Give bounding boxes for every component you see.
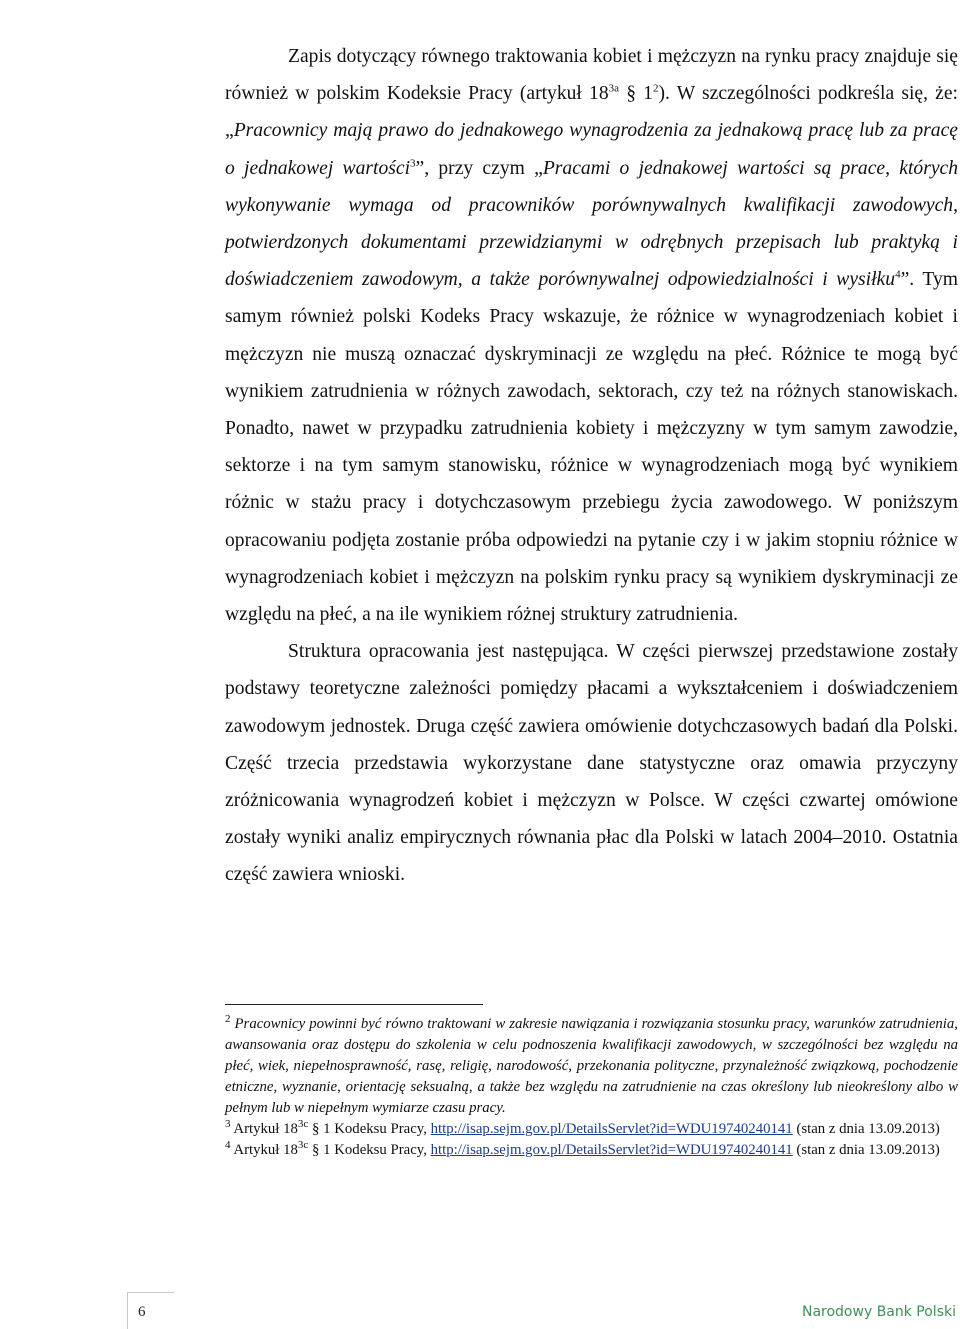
footnote-link[interactable]: http://isap.sejm.gov.pl/DetailsServlet?id=WDU19740240141 bbox=[430, 1142, 793, 1158]
p1-text-4: ”, przy czym „ bbox=[415, 157, 543, 179]
superscript: 3c bbox=[297, 1118, 309, 1131]
footnote-text: Pracownicy powinni być równo traktowani w zakresie nawiązania i rozwiązania stosunku pracy, warunków zatrudnienia, awansowania oraz dostępu do szkolenia w celu podnoszenia kwalifikacji zawodowych, w szczególności bez względu na płeć, wiek, niepełnosprawność, rasę, religię, narodowość, przekonania polityczne, przynależność związkową, pochodzenie etniczne, wyznanie, orientację seksualną, a także bez względu na zatrudnienie na czas określony lub nieokreślony albo w pełnym lub w niepełnym wymiarze czasu pracy. bbox=[225, 1016, 958, 1116]
p2-text: Struktura opracowania jest następująca. W części pierwszej przedstawione zostały podstawy teoretyczne zależności pomiędzy płacami a wykształceniem i doświadczeniem zawodowym jednostek. Druga część zawiera omówienie dotychczasowych badań dla Polski. Część trzecia przedstawia wykorzystane dane statystyczne oraz omawia przyczyny zróżnicowania wynagrodzeń kobiet i mężczyzn w Polsce. W części czwartej omówione zostały wyniki analiz empirycznych równania płac dla Polski w latach 2004–2010. Ostatnia część zawiera wnioski. bbox=[225, 641, 958, 886]
footnote-3 bbox=[225, 1119, 958, 1140]
footnote-2 bbox=[225, 1014, 958, 1119]
footnote-text: Artykuł 18 bbox=[230, 1142, 298, 1158]
footnote-text: (stan z dnia 13.09.2013) bbox=[792, 1121, 940, 1137]
page-footer bbox=[0, 1272, 960, 1329]
paragraph-1 bbox=[225, 38, 958, 633]
footnote-link[interactable]: http://isap.sejm.gov.pl/DetailsServlet?id=WDU19740240141 bbox=[430, 1121, 793, 1137]
page-number: 6 bbox=[138, 1304, 146, 1320]
paragraph-2 bbox=[225, 633, 958, 893]
footnote-text: (stan z dnia 13.09.2013) bbox=[792, 1142, 940, 1158]
footnote-number: 2 bbox=[225, 1013, 231, 1026]
footnotes bbox=[225, 1014, 958, 1161]
footnote-text: § 1 Kodeksu Pracy, bbox=[308, 1121, 431, 1137]
footnote-text: § 1 Kodeksu Pracy, bbox=[308, 1142, 431, 1158]
p1-text-5: ”. Tym samym również polski Kodeks Pracy wskazuje, że różnice w wynagrodzeniach kobiet i mężczyzn nie muszą oznaczać dyskryminacji ze względu na płeć. Różnice te mogą być wynikiem zatrudnienia w różnych zawodach, sektorach, czy też na różnych stanowiskach. Ponadto, nawet w przypadku zatrudnienia kobiety i mężczyzny w tym samym zawodzie, sektorze i na tym samym stanowisku, różnice w wynagrodzeniach mogą być wynikiem różnic w stażu pracy i dotychczasowym przebiegu życia zawodowego. W poniższym opracowaniu podjęta zostanie próba odpowiedzi na pytanie czy i w jakim stopniu różnice w wynagrodzeniach kobiet i mężczyzn na polskim rynku pracy są wynikiem dyskryminacji ze względu na płeć, a na ile wynikiem różnej struktury zatrudnienia. bbox=[225, 269, 959, 626]
footnote-number: 3 bbox=[225, 1118, 231, 1131]
superscript: 3a bbox=[608, 82, 620, 95]
footnote-number: 4 bbox=[225, 1139, 231, 1152]
p1-text-2: § 1 bbox=[619, 83, 653, 105]
document-body bbox=[225, 38, 958, 894]
footnote-separator bbox=[225, 1004, 483, 1005]
quote-2: Pracami o jednakowej wartości są prace, których wykonywanie wymaga od pracowników porównywalnych kwalifikacji zawodowych, potwierdzonych dokumentami przewidzianymi w odrębnych przepisach lub praktyką i doświadczeniem zawodowym, a także porównywalnej odpowiedzialności i wysiłku bbox=[225, 157, 959, 291]
superscript: 3c bbox=[297, 1139, 309, 1152]
page-number-frame bbox=[127, 1292, 174, 1329]
footnote-text: Artykuł 18 bbox=[230, 1121, 298, 1137]
footnote-4 bbox=[225, 1140, 958, 1161]
p1-text-3: ). W szczególności podkreśla się, że: „ bbox=[225, 83, 958, 142]
brand-name: Narodowy Bank Polski bbox=[801, 1304, 956, 1320]
footnote-ref-3: 3 bbox=[410, 157, 416, 170]
footnote-ref-2: 2 bbox=[652, 82, 659, 95]
quote-1: Pracownicy mają prawo do jednakowego wynagrodzenia za jednakową pracę lub za pracę o jednakowej wartości bbox=[225, 120, 958, 179]
p1-text-1: Zapis dotyczący równego traktowania kobiet i mężczyzn na rynku pracy znajduje się również w polskim Kodeksie Pracy (artykuł 18 bbox=[225, 46, 958, 105]
footnote-ref-4: 4 bbox=[895, 268, 901, 281]
